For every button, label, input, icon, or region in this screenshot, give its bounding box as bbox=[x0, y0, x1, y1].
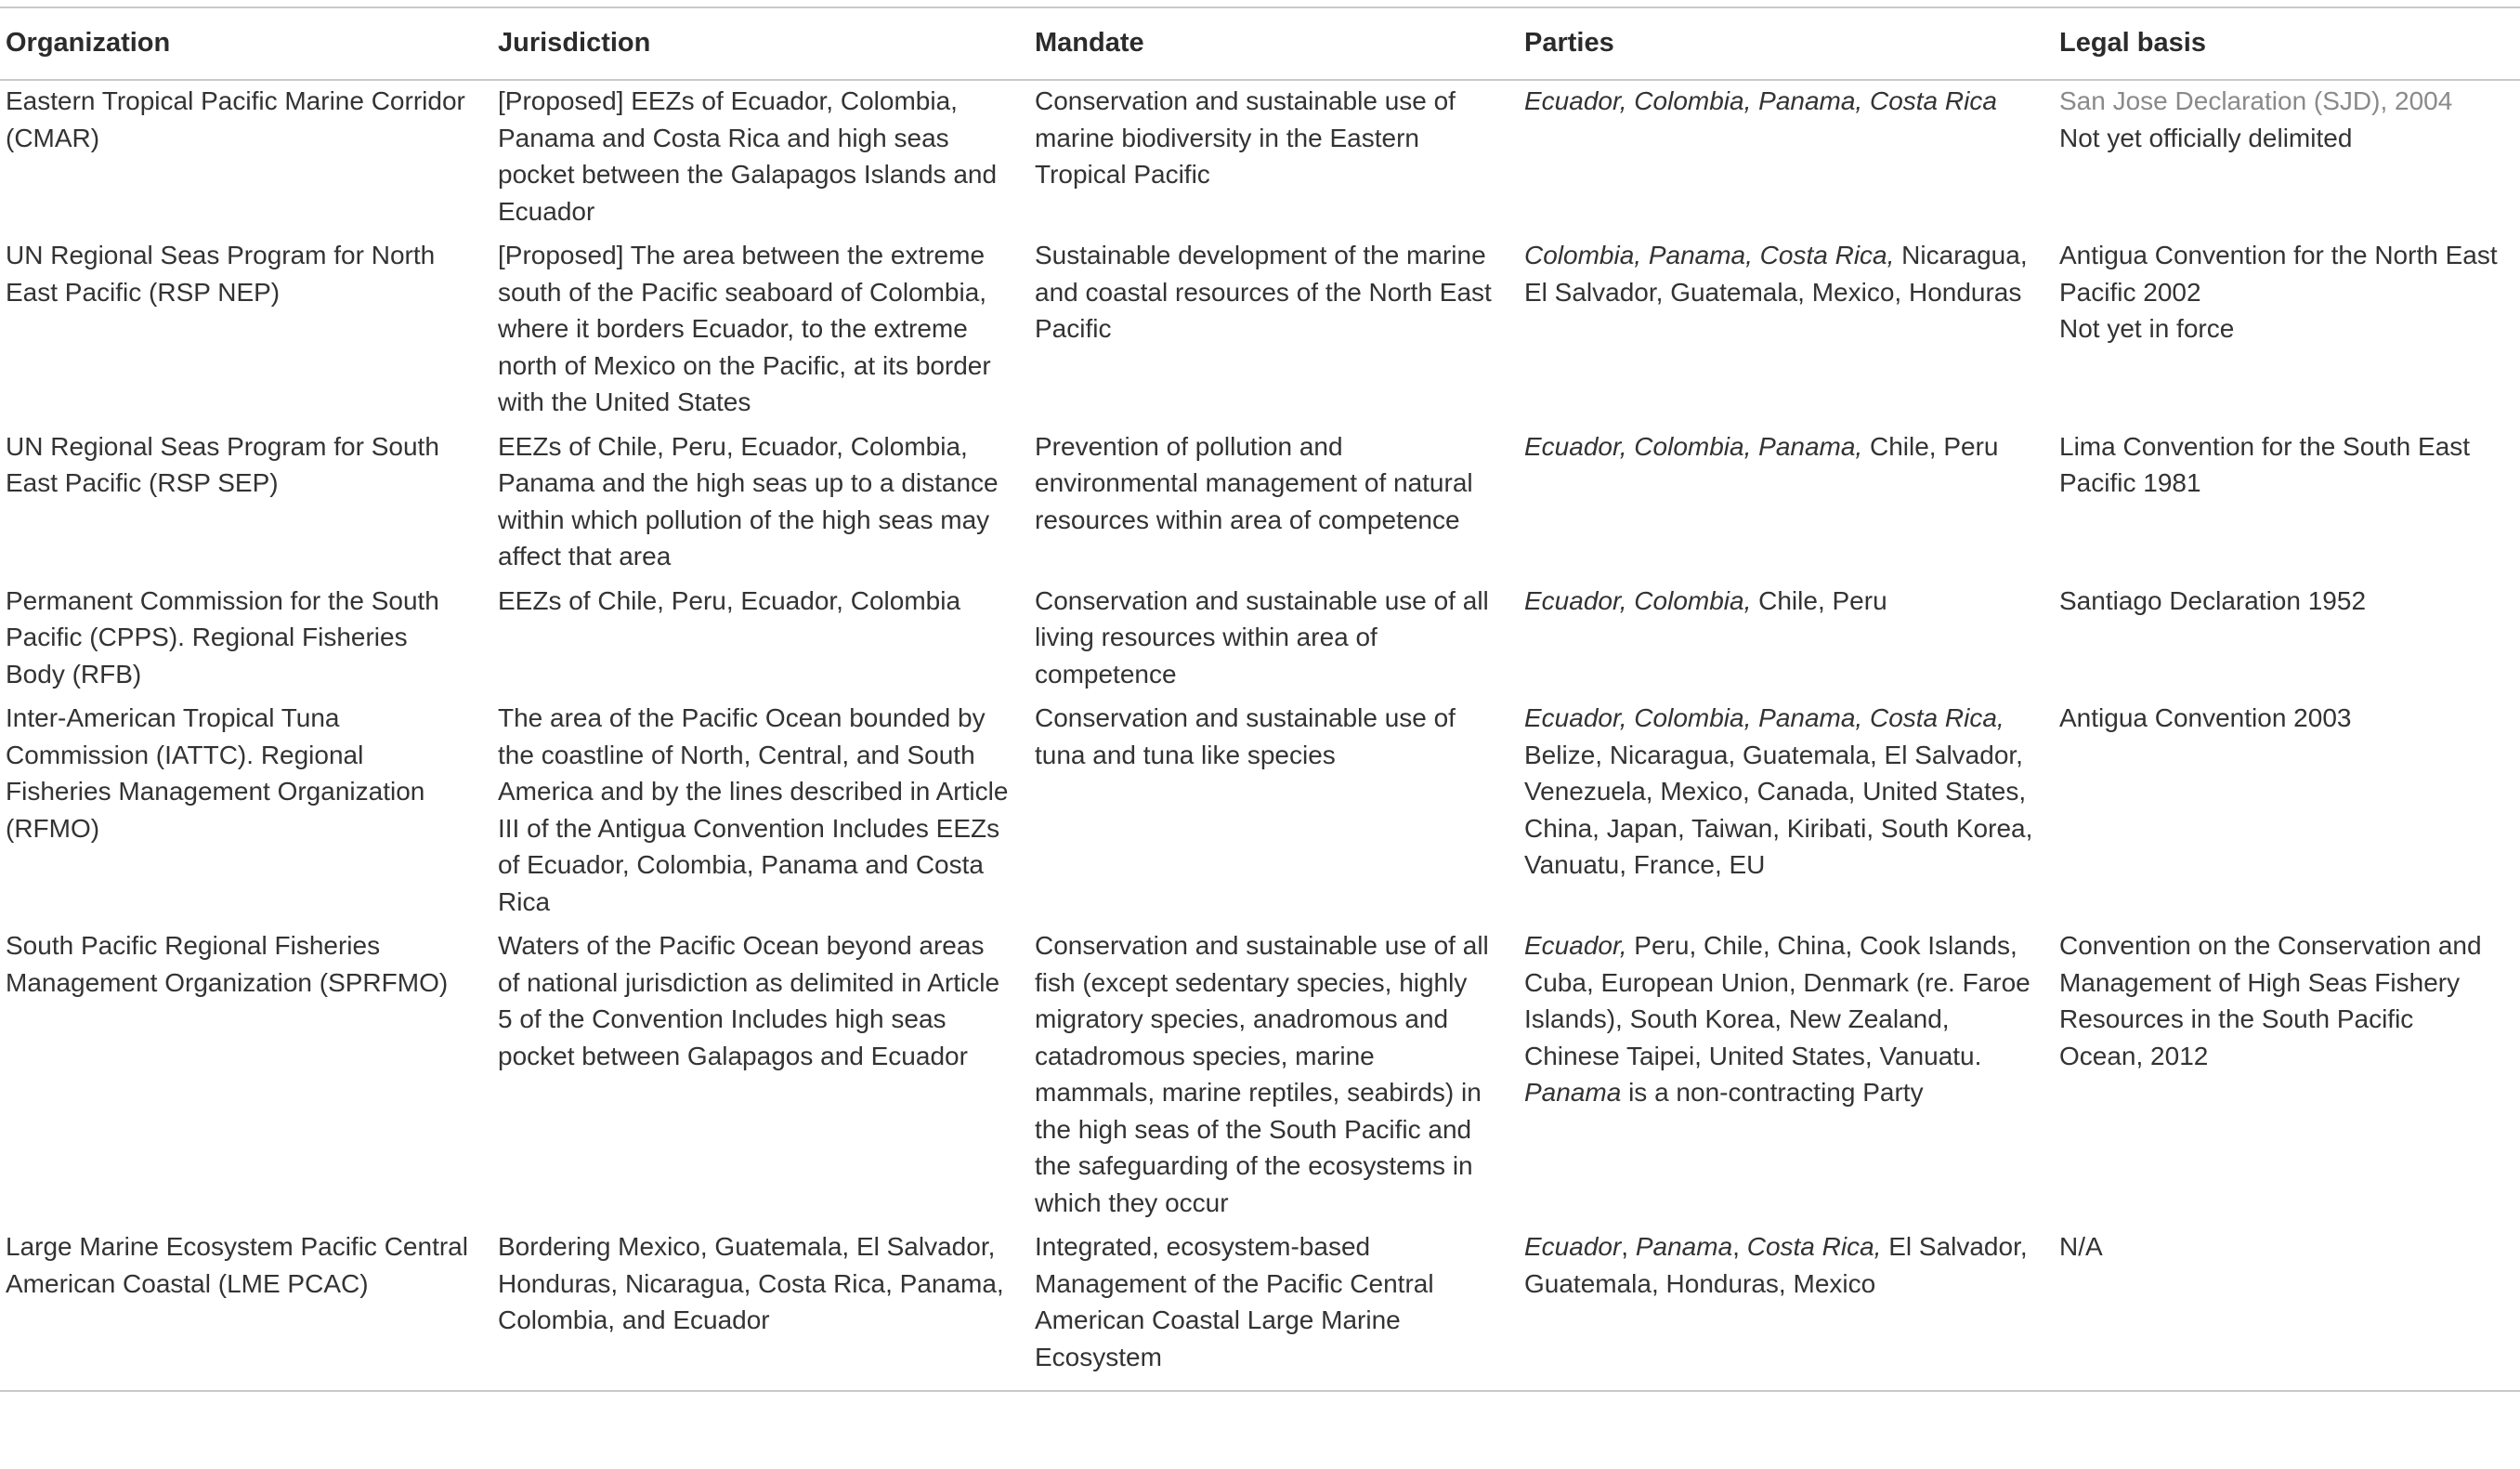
parties-rest: Nicaragua, El Salvador, Guatemala, Mexico, Honduras bbox=[1524, 241, 2028, 307]
parties-rest: Peru, Chile, China, Cook Islands, Cuba, European Union, Denmark (re. Faroe Islands), South Korea, New Zealand, Chinese Taipei, United States, Vanuatu. bbox=[1524, 931, 2030, 1070]
cell-organization: Eastern Tropical Pacific Marine Corridor (CMAR) bbox=[6, 86, 465, 152]
cell-legal-basis bbox=[2054, 1226, 2520, 1391]
legal-basis-line: San Jose Declaration (SJD), 2004 bbox=[2059, 86, 2453, 115]
parties-italic: Colombia, Panama, Costa Rica, bbox=[1524, 241, 1895, 269]
header-mandate: Mandate bbox=[1035, 28, 1144, 59]
legal-basis-line: Lima Convention for the South East Pacific 1981 bbox=[2059, 431, 2471, 497]
cell-mandate: Conservation and sustainable use of all living resources within area of competence bbox=[1035, 585, 1489, 689]
parties-italic: Ecuador, Colombia, Panama, Costa Rica, bbox=[1524, 703, 2004, 732]
parties-rest-2: , bbox=[1732, 1232, 1747, 1261]
parties-rest: Chile, Peru bbox=[1751, 585, 1887, 615]
parties-rest: , bbox=[1621, 1232, 1636, 1261]
parties-rest: Belize, Nicaragua, Guatemala, El Salvador, Venezuela, Mexico, Canada, United States, China, Japan, Taiwan, Kiribati, South Korea, Vanuatu, France, EU bbox=[1524, 740, 2033, 879]
legal-basis-line: Antigua Convention 2003 bbox=[2059, 703, 2352, 732]
legal-basis-line: N/A bbox=[2059, 1232, 2103, 1261]
cell-legal-basis bbox=[2054, 581, 2520, 699]
parties-italic: Ecuador, Colombia, Panama, bbox=[1524, 431, 1863, 461]
cell-parties bbox=[1519, 80, 2054, 235]
cell-parties bbox=[1519, 426, 2054, 581]
table-row bbox=[0, 925, 2520, 1226]
cell-jurisdiction: Bordering Mexico, Guatemala, El Salvador, Honduras, Nicaragua, Costa Rica, Panama, Colombia, and Ecuador bbox=[498, 1232, 1004, 1334]
cell-jurisdiction: EEZs of Chile, Peru, Ecuador, Colombia bbox=[498, 585, 961, 615]
cell-mandate: Conservation and sustainable use of all fish (except sedentary species, highly migratory species, anadromous and catadromous species, marine mammals, marine reptiles, seabirds) in the high seas of the South Pacific and the safeguarding of the ecosystems in which they occur bbox=[1035, 931, 1489, 1217]
organizations-table bbox=[0, 7, 2520, 1392]
cell-organization: South Pacific Regional Fisheries Management Organization (SPRFMO) bbox=[6, 931, 449, 997]
cell-organization: Large Marine Ecosystem Pacific Central American Coastal (LME PCAC) bbox=[6, 1232, 468, 1298]
cell-legal-basis bbox=[2054, 235, 2520, 426]
parties-italic: Ecuador, bbox=[1524, 931, 1627, 960]
cell-mandate: Conservation and sustainable use of tuna and tuna like species bbox=[1035, 703, 1456, 769]
parties-italic-3: Costa Rica, bbox=[1746, 1232, 1882, 1261]
parties-rest-3: El Salvador, Guatemala, Honduras, Mexico bbox=[1524, 1232, 2028, 1298]
cell-parties bbox=[1519, 925, 2054, 1226]
legal-basis-line: Convention on the Conservation and Management of High Seas Fishery Resources in the South Pacific Ocean, 2012 bbox=[2059, 931, 2482, 1070]
cell-organization: UN Regional Seas Program for South East Pacific (RSP SEP) bbox=[6, 431, 439, 497]
cell-parties bbox=[1519, 581, 2054, 699]
cell-jurisdiction: The area of the Pacific Ocean bounded by the coastline of North, Central, and South America and by the lines described in Article III of the Antigua Convention Includes EEZs of Ecuador, Colombia, Panama and Costa Rica bbox=[498, 703, 1009, 916]
table-row bbox=[0, 698, 2520, 925]
parties-italic: Ecuador bbox=[1524, 1232, 1622, 1261]
cell-legal-basis bbox=[2054, 426, 2520, 581]
cell-jurisdiction: EEZs of Chile, Peru, Ecuador, Colombia, Panama and the high seas up to a distance within which pollution of the high seas may affect that area bbox=[498, 431, 999, 571]
cell-jurisdiction: [Proposed] EEZs of Ecuador, Colombia, Panama and Costa Rica and high seas pocket between the Galapagos Islands and Ecuador bbox=[498, 86, 998, 226]
cell-legal-basis bbox=[2054, 80, 2520, 235]
legal-basis-line: Antigua Convention for the North East Pacific 2002 bbox=[2059, 241, 2498, 307]
parties-rest: Chile, Peru bbox=[1862, 431, 1999, 461]
parties-italic: Ecuador, Colombia, bbox=[1524, 585, 1752, 615]
table-header bbox=[0, 7, 2520, 80]
header-row bbox=[0, 7, 2520, 80]
table-row bbox=[0, 1226, 2520, 1391]
table-body bbox=[0, 80, 2520, 1391]
parties-italic-2: Panama bbox=[1524, 1078, 1622, 1107]
table-row bbox=[0, 426, 2520, 581]
cell-organization: Inter-American Tropical Tuna Commission (IATTC). Regional Fisheries Management Organization (RFMO) bbox=[6, 703, 425, 843]
table-row bbox=[0, 581, 2520, 699]
parties-italic: Ecuador, Colombia, Panama, Costa Rica bbox=[1524, 86, 1997, 115]
legal-basis-note: Not yet officially delimited bbox=[2059, 123, 2353, 152]
cell-parties bbox=[1519, 1226, 2054, 1391]
parties-rest-2: is a non-contracting Party bbox=[1621, 1078, 1924, 1107]
cell-mandate: Conservation and sustainable use of marine biodiversity in the Eastern Tropical Pacific bbox=[1035, 86, 1456, 189]
cell-organization: Permanent Commission for the South Pacific (CPPS). Regional Fisheries Body (RFB) bbox=[6, 585, 439, 689]
cell-legal-basis bbox=[2054, 698, 2520, 925]
header-organization: Organization bbox=[6, 28, 171, 59]
cell-parties bbox=[1519, 235, 2054, 426]
cell-jurisdiction: Waters of the Pacific Ocean beyond areas of national jurisdiction as delimited in Article 5 of the Convention Includes high seas pocket between Galapagos and Ecuador bbox=[498, 931, 1000, 1070]
parties-italic-2: Panama bbox=[1635, 1232, 1733, 1261]
cell-parties bbox=[1519, 698, 2054, 925]
header-jurisdiction: Jurisdiction bbox=[498, 28, 651, 59]
cell-mandate: Sustainable development of the marine and coastal resources of the North East Pacific bbox=[1035, 241, 1492, 343]
cell-mandate: Prevention of pollution and environmental management of natural resources within area of competence bbox=[1035, 431, 1473, 534]
table-row bbox=[0, 235, 2520, 426]
table-row bbox=[0, 80, 2520, 235]
legal-basis-line: Santiago Declaration 1952 bbox=[2059, 585, 2367, 615]
legal-basis-note: Not yet in force bbox=[2059, 314, 2235, 343]
header-parties: Parties bbox=[1524, 28, 1614, 59]
header-legal-basis: Legal basis bbox=[2059, 28, 2206, 59]
cell-jurisdiction: [Proposed] The area between the extreme south of the Pacific seaboard of Colombia, where it borders Ecuador, to the extreme north of Mexico on the Pacific, at its border with the United States bbox=[498, 241, 991, 416]
cell-organization: UN Regional Seas Program for North East Pacific (RSP NEP) bbox=[6, 241, 436, 307]
cell-legal-basis bbox=[2054, 925, 2520, 1226]
cell-mandate: Integrated, ecosystem-based Management of the Pacific Central American Coastal Large Marine Ecosystem bbox=[1035, 1232, 1434, 1371]
